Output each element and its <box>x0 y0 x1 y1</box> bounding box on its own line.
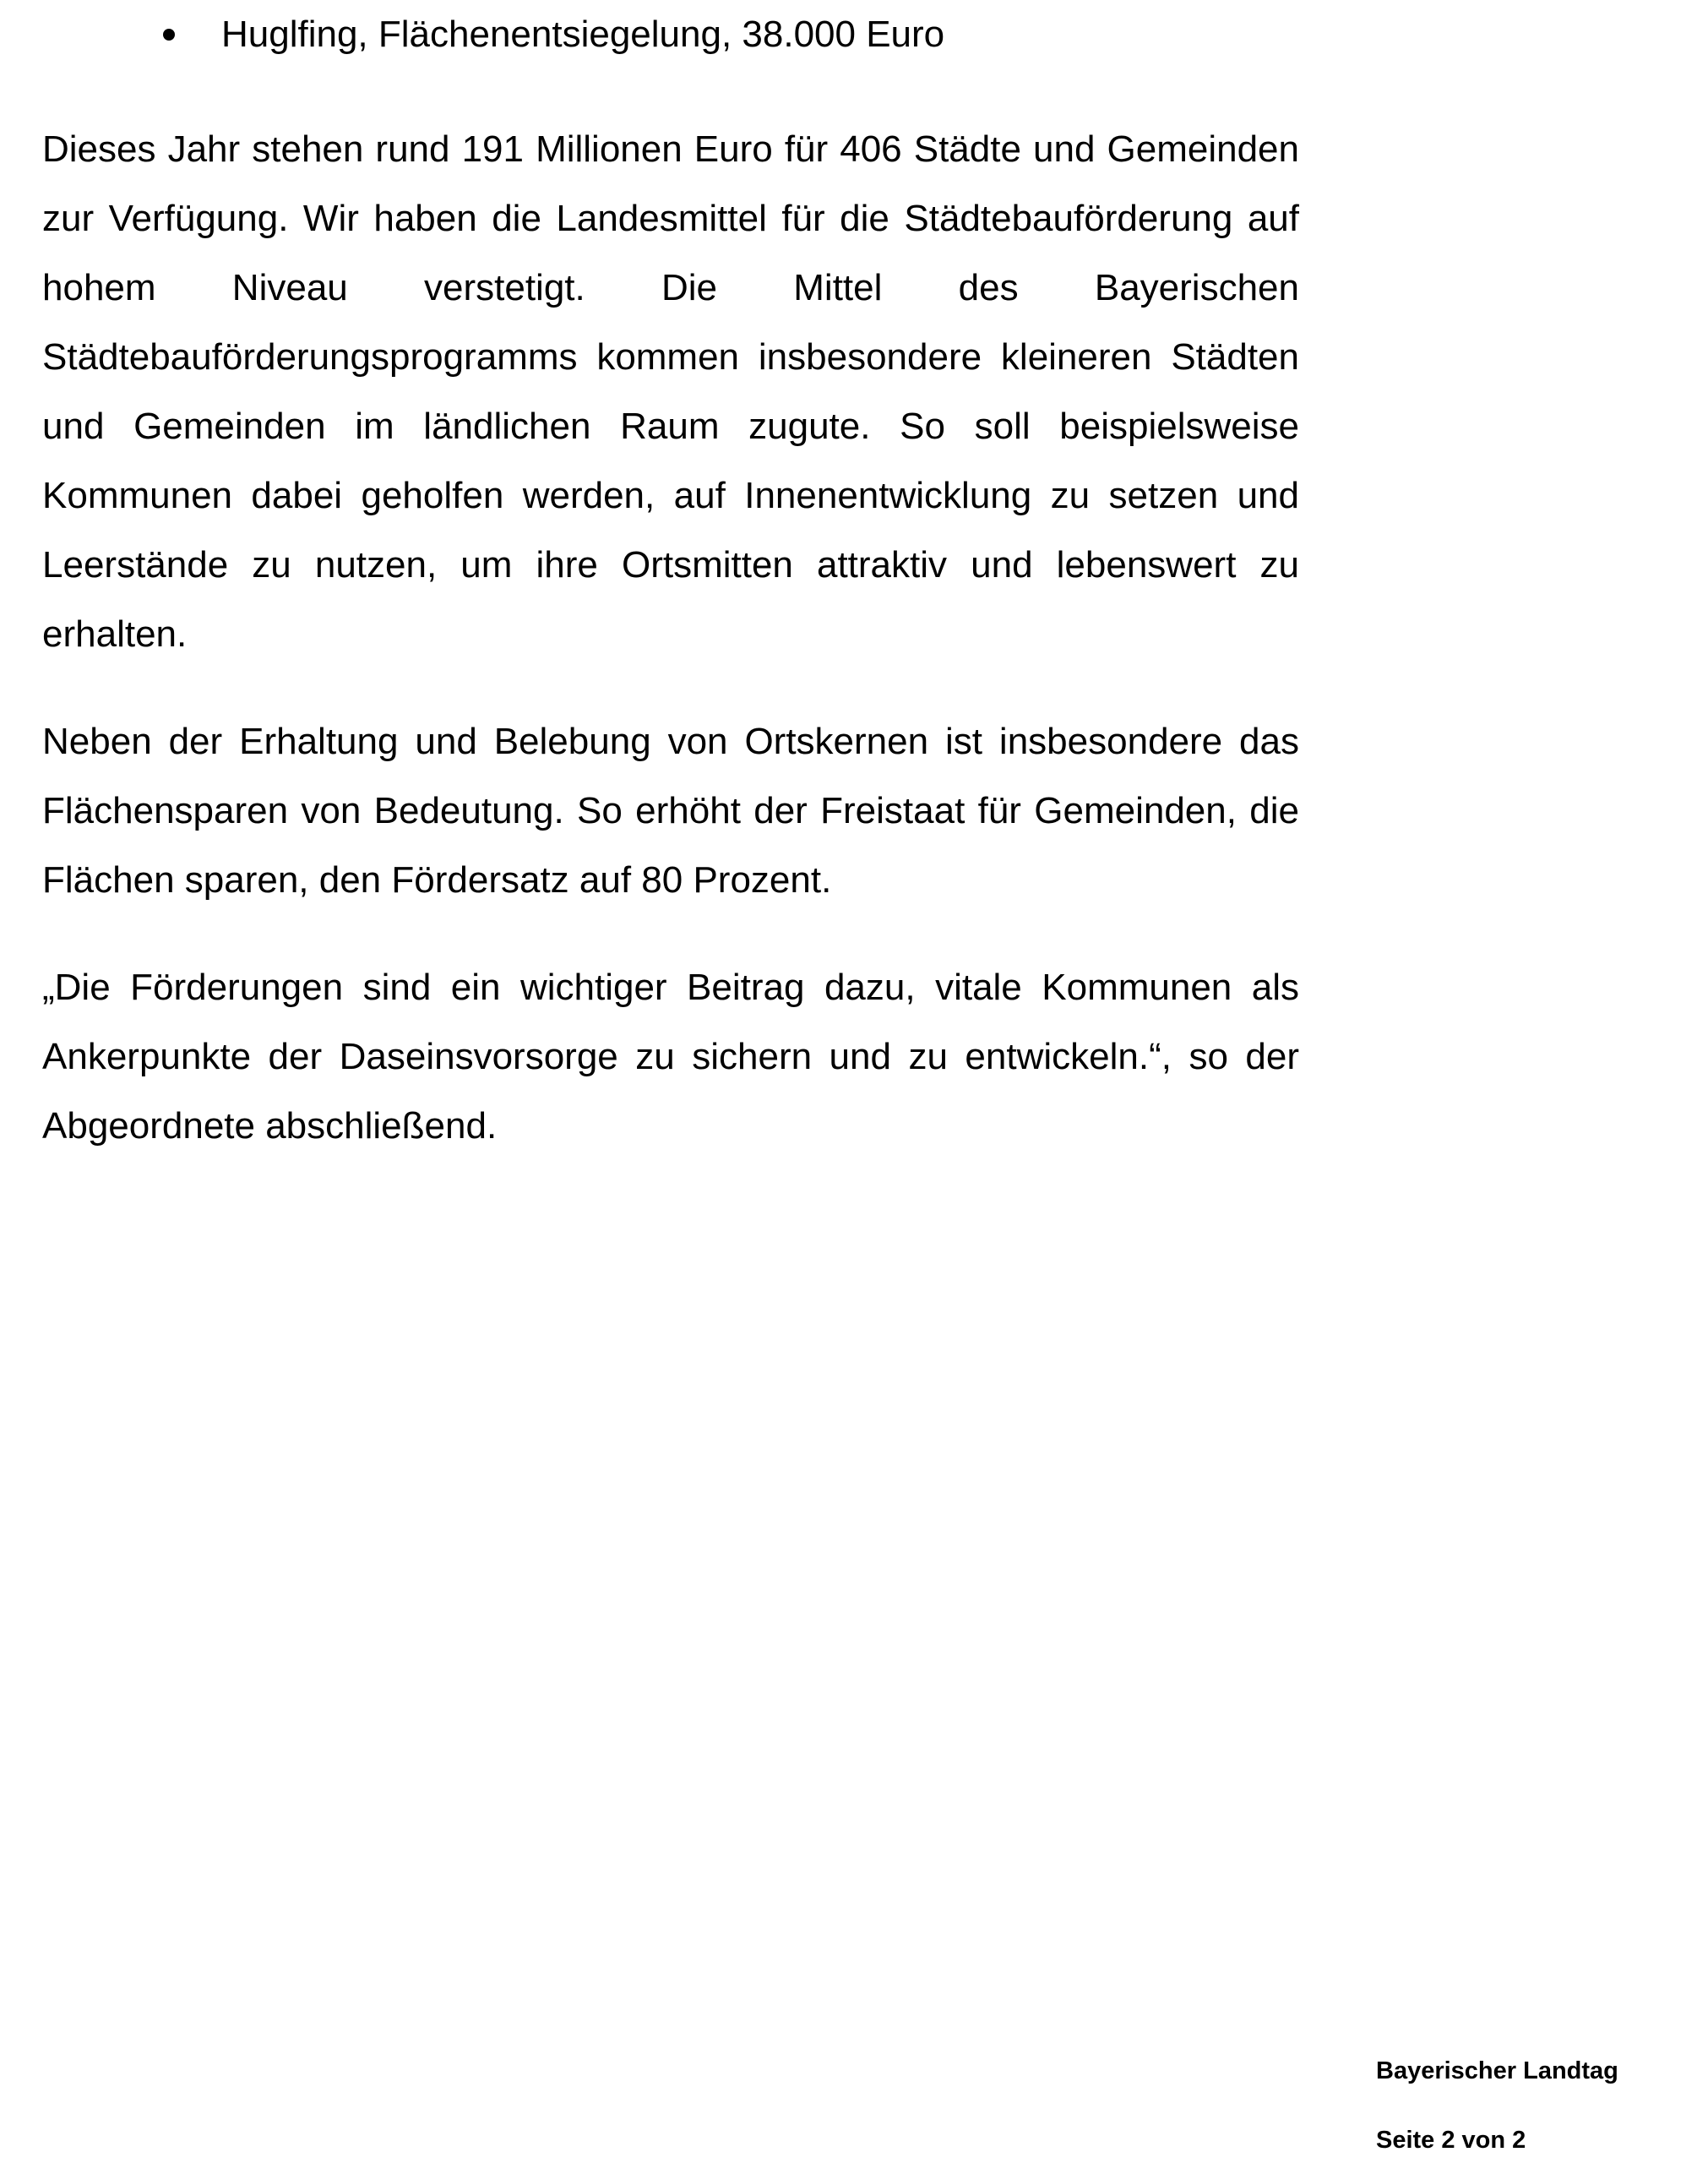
paragraph-land-saving: Neben der Erhaltung und Belebung von Ortskernen ist insbesondere das Flächensparen von Bedeutung. So erhöht der Freistaat für Gemeinden, die Flächen sparen, den Fördersatz auf 80 Prozent. <box>42 721 1299 901</box>
paragraph-funding: Dieses Jahr stehen rund 191 Millionen Euro für 406 Städte und Gemeinden zur Verfügung. Wir haben die Landesmittel für die Städtebauförderung auf hohem Niveau verstetigt. Die Mittel des Bayerischen Städtebauförderungsprogramms kommen insbesondere kleineren Städten und Gemeinden im ländlichen Raum zugute. So soll beispielsweise Kommunen dabei geholfen werden, auf Innenentwicklung zu setzen und Leerstände zu nutzen, um ihre Ortsmitten attraktiv und lebenswert zu erhalten. <box>42 128 1299 655</box>
paragraph-quote: „Die Förderungen sind ein wichtiger Beitrag dazu, vitale Kommunen als Ankerpunkte der Daseinsvorsorge zu sichern und zu entwickeln.“, so der Abgeordnete abschließend. <box>42 967 1299 1147</box>
bullet-item-text: Huglfing, Flächenentsiegelung, 38.000 Euro <box>221 14 945 55</box>
footer-page-number: Seite 2 von 2 <box>1376 2127 1526 2154</box>
bullet-dot-icon <box>163 29 175 41</box>
bullet-list <box>0 7 1301 63</box>
body-text <box>42 115 1299 1199</box>
footer-organization: Bayerischer Landtag <box>1376 2057 1618 2084</box>
page-footer <box>1376 2053 1680 2158</box>
bullet-item <box>0 7 1301 63</box>
